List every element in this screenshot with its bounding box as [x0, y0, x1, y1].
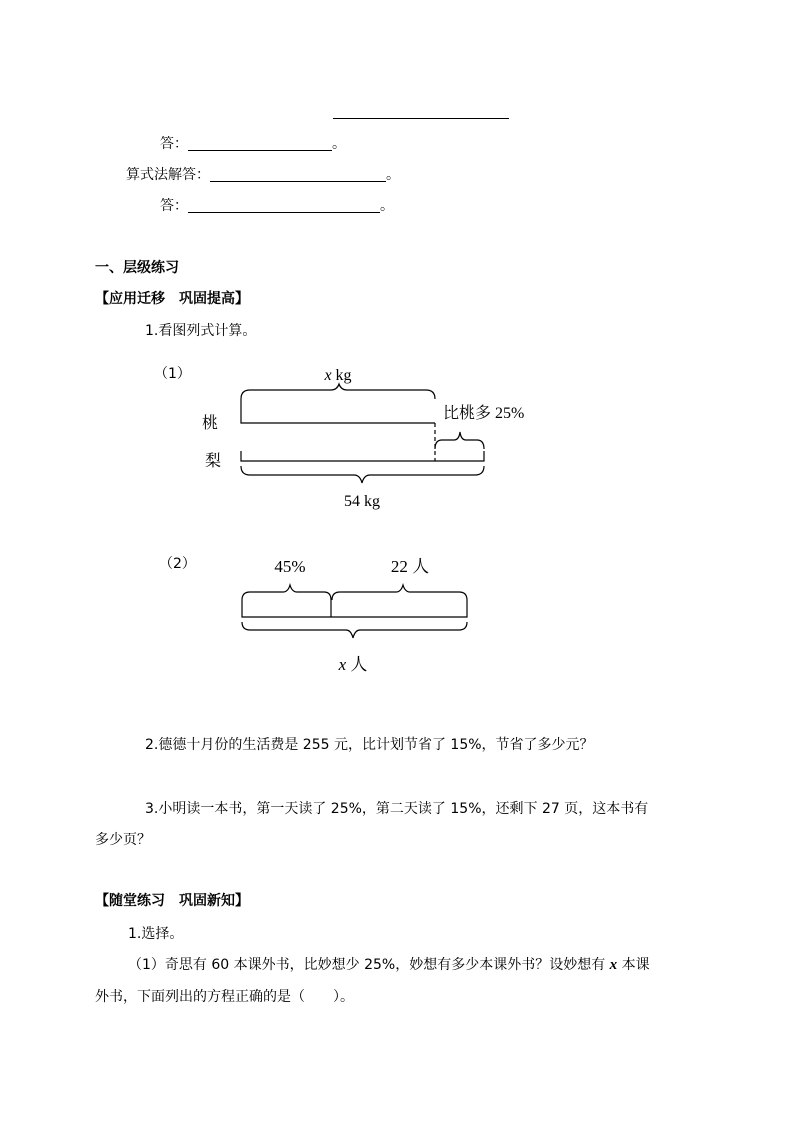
- bottom-label: x 人: [338, 655, 368, 674]
- formula-blank[interactable]: [210, 167, 386, 182]
- section-subheading-2: 【随堂练习 巩固新知】: [95, 893, 249, 909]
- question-2: 2.德德十月份的生活费是 255 元，比计划节省了 15%，节省了多少元？: [145, 737, 594, 753]
- figure-2-diagram: [230, 550, 480, 680]
- bottom-brace: [241, 466, 484, 483]
- answer-label: 答：: [160, 136, 188, 152]
- section-heading: 一、层级练习: [95, 260, 179, 276]
- variable-x: x: [609, 957, 618, 973]
- top-blank-line: [333, 118, 509, 119]
- figure-2-label: （2）: [159, 556, 196, 572]
- bottom-brace: [242, 622, 467, 638]
- figure-1-diagram: [190, 362, 560, 517]
- subquestion-1-line-1: （1）奇思有 60 本课外书，比妙想少 25%，妙想有多少本课外书？设妙想有 x 本课: [128, 957, 650, 973]
- question-3-line-1: 3.小明读一本书，第一天读了 25%，第二天读了 15%，还剩下 27 页，这本书有: [145, 801, 649, 817]
- top-brace: [241, 384, 435, 399]
- peach-label: 桃: [202, 413, 219, 432]
- peach-bar: [241, 399, 435, 423]
- answer-line-2: 答： 。: [160, 198, 394, 214]
- right-label: 22 人: [390, 557, 430, 576]
- question-select: 1.选择。: [128, 926, 184, 942]
- question-1: 1.看图列式计算。: [145, 323, 257, 339]
- formula-answer-line: 算式法解答： 。: [126, 167, 400, 183]
- extra-brace: [435, 432, 484, 449]
- left-label: 45%: [274, 557, 306, 576]
- left-brace: [242, 585, 331, 600]
- answer-line-1: 答： 。: [160, 136, 346, 152]
- top-label: x kg: [324, 367, 352, 384]
- extra-label: 比桃多 25%: [443, 405, 525, 422]
- pear-label: 梨: [205, 451, 222, 470]
- answer-blank[interactable]: [188, 198, 380, 213]
- subquestion-1-line-2: 外书，下面列出的方程正确的是（ ）。: [95, 989, 354, 1005]
- formula-label: 算式法解答：: [126, 167, 210, 183]
- answer-label: 答：: [160, 198, 188, 214]
- section-subheading: 【应用迁移 巩固提高】: [95, 291, 249, 307]
- bottom-label: 54 kg: [344, 493, 380, 510]
- pear-bar: [241, 451, 484, 461]
- question-3-line-2: 多少页？: [95, 832, 151, 848]
- answer-blank[interactable]: [188, 136, 332, 151]
- bar: [242, 600, 467, 617]
- figure-1-label: （1）: [154, 366, 191, 382]
- right-brace: [332, 585, 467, 600]
